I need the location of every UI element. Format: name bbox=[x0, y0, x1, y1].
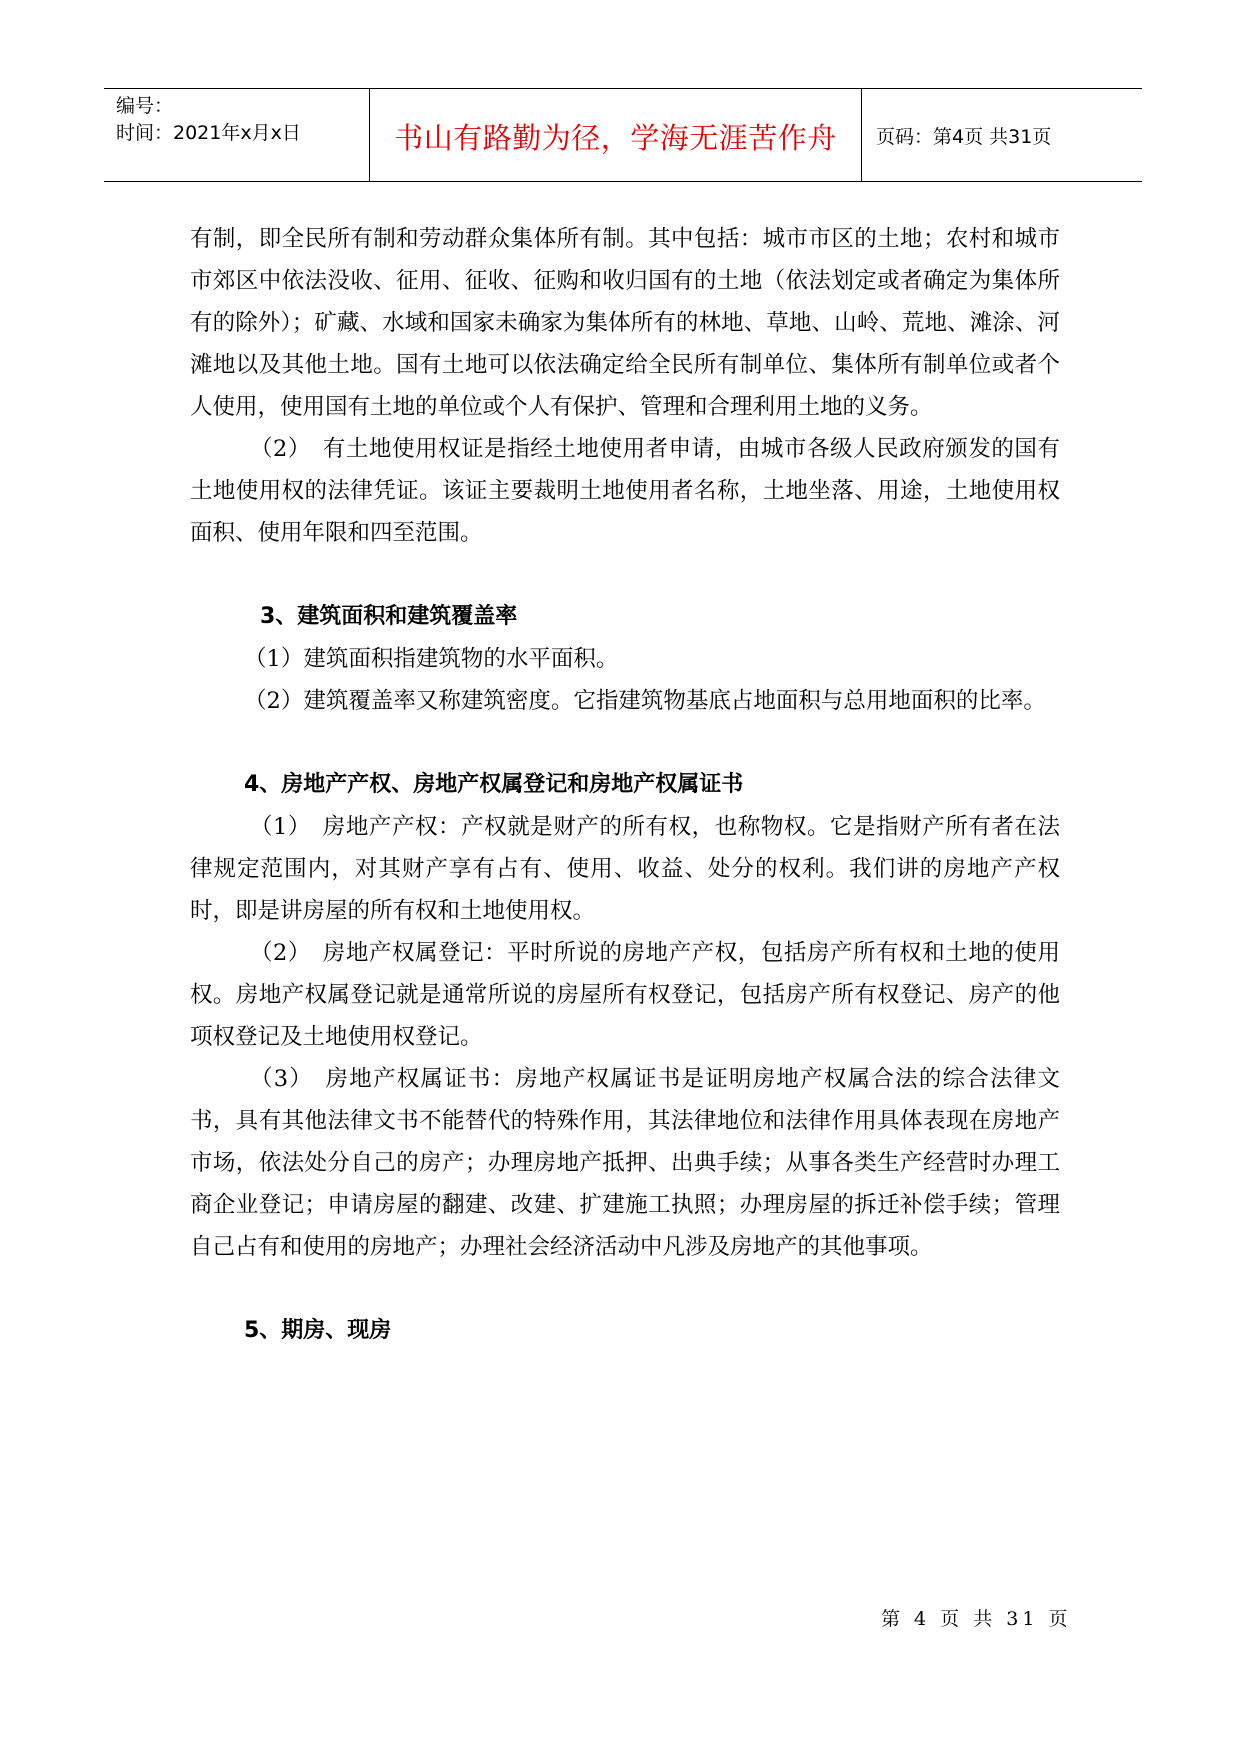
header-motto-cell bbox=[370, 89, 862, 181]
page-footer: 第 4 页 共 31 页 bbox=[881, 1608, 1072, 1630]
time-label: 时间：2021年x月x日 bbox=[116, 122, 301, 144]
header-left-cell bbox=[104, 89, 370, 181]
section-heading-5: 5、期房、现房 bbox=[244, 1318, 392, 1343]
page-code: 页码：第4页 共31页 bbox=[876, 125, 1052, 148]
spacer bbox=[190, 1268, 1060, 1310]
serial-label: 编号： bbox=[116, 95, 174, 117]
item-property-rights: （1） 房地产产权：产权就是财产的所有权，也称物权。它是指财产所有者在法律规定范围内，对其财产享有占有、使用、收益、处分的权利。我们讲的房地产产权时，即是讲房屋的所有权和土地使用权。 bbox=[190, 814, 1060, 924]
section-heading-4: 4、房地产产权、房地产权属登记和房地产权属证书 bbox=[244, 772, 744, 797]
spacer bbox=[190, 554, 1060, 596]
section-heading-3: 3、建筑面积和建筑覆盖率 bbox=[260, 604, 518, 629]
header-table bbox=[104, 88, 1142, 182]
spacer bbox=[190, 722, 1060, 764]
paragraph-land-use-certificate: （2） 有土地使用权证是指经土地使用者申请，由城市各级人民政府颁发的国有土地使用权的法律凭证。该证主要裁明土地使用者名称，土地坐落、用途，土地使用权面积、使用年限和四至范围。 bbox=[190, 436, 1060, 546]
document-body bbox=[190, 218, 1060, 1352]
motto-text: 书山有路勤为径，学海无涯苦作舟 bbox=[394, 120, 837, 155]
item-building-coverage: （2）建筑覆盖率又称建筑密度。它指建筑物基底占地面积与总用地面积的比率。 bbox=[244, 688, 1046, 714]
item-building-area: （1）建筑面积指建筑物的水平面积。 bbox=[244, 646, 619, 672]
item-property-certificate: （3） 房地产权属证书：房地产权属证书是证明房地产权属合法的综合法律文书，具有其他法律文书不能替代的特殊作用，其法律地位和法律作用具体表现在房地产市场，依法处分自己的房产；办理房地产抵押、出典手续；从事各类生产经营时办理工商企业登记；申请房屋的翻建、改建、扩建施工执照；办理房屋的拆迁补偿手续；管理自己占有和使用的房地产；办理社会经济活动中凡涉及房地产的其他事项。 bbox=[190, 1066, 1060, 1260]
item-property-registration: （2） 房地产权属登记：平时所说的房地产产权，包括房产所有权和土地的使用权。房地产权属登记就是通常所说的房屋所有权登记，包括房产所有权登记、房产的他项权登记及土地使用权登记。 bbox=[190, 940, 1060, 1050]
paragraph-state-land: 有制，即全民所有制和劳动群众集体所有制。其中包括：城市市区的土地；农村和城市市郊区中依法没收、征用、征收、征购和收归国有的土地（依法划定或者确定为集体所有的除外）；矿藏、水域和国家未确家为集体所有的林地、草地、山岭、荒地、滩涂、河滩地以及其他土地。国有土地可以依法确定给全民所有制单位、集体所有制单位或者个人使用，使用国有土地的单位或个人有保护、管理和合理利用土地的义务。 bbox=[190, 226, 1060, 420]
header-right-cell bbox=[862, 89, 1142, 181]
